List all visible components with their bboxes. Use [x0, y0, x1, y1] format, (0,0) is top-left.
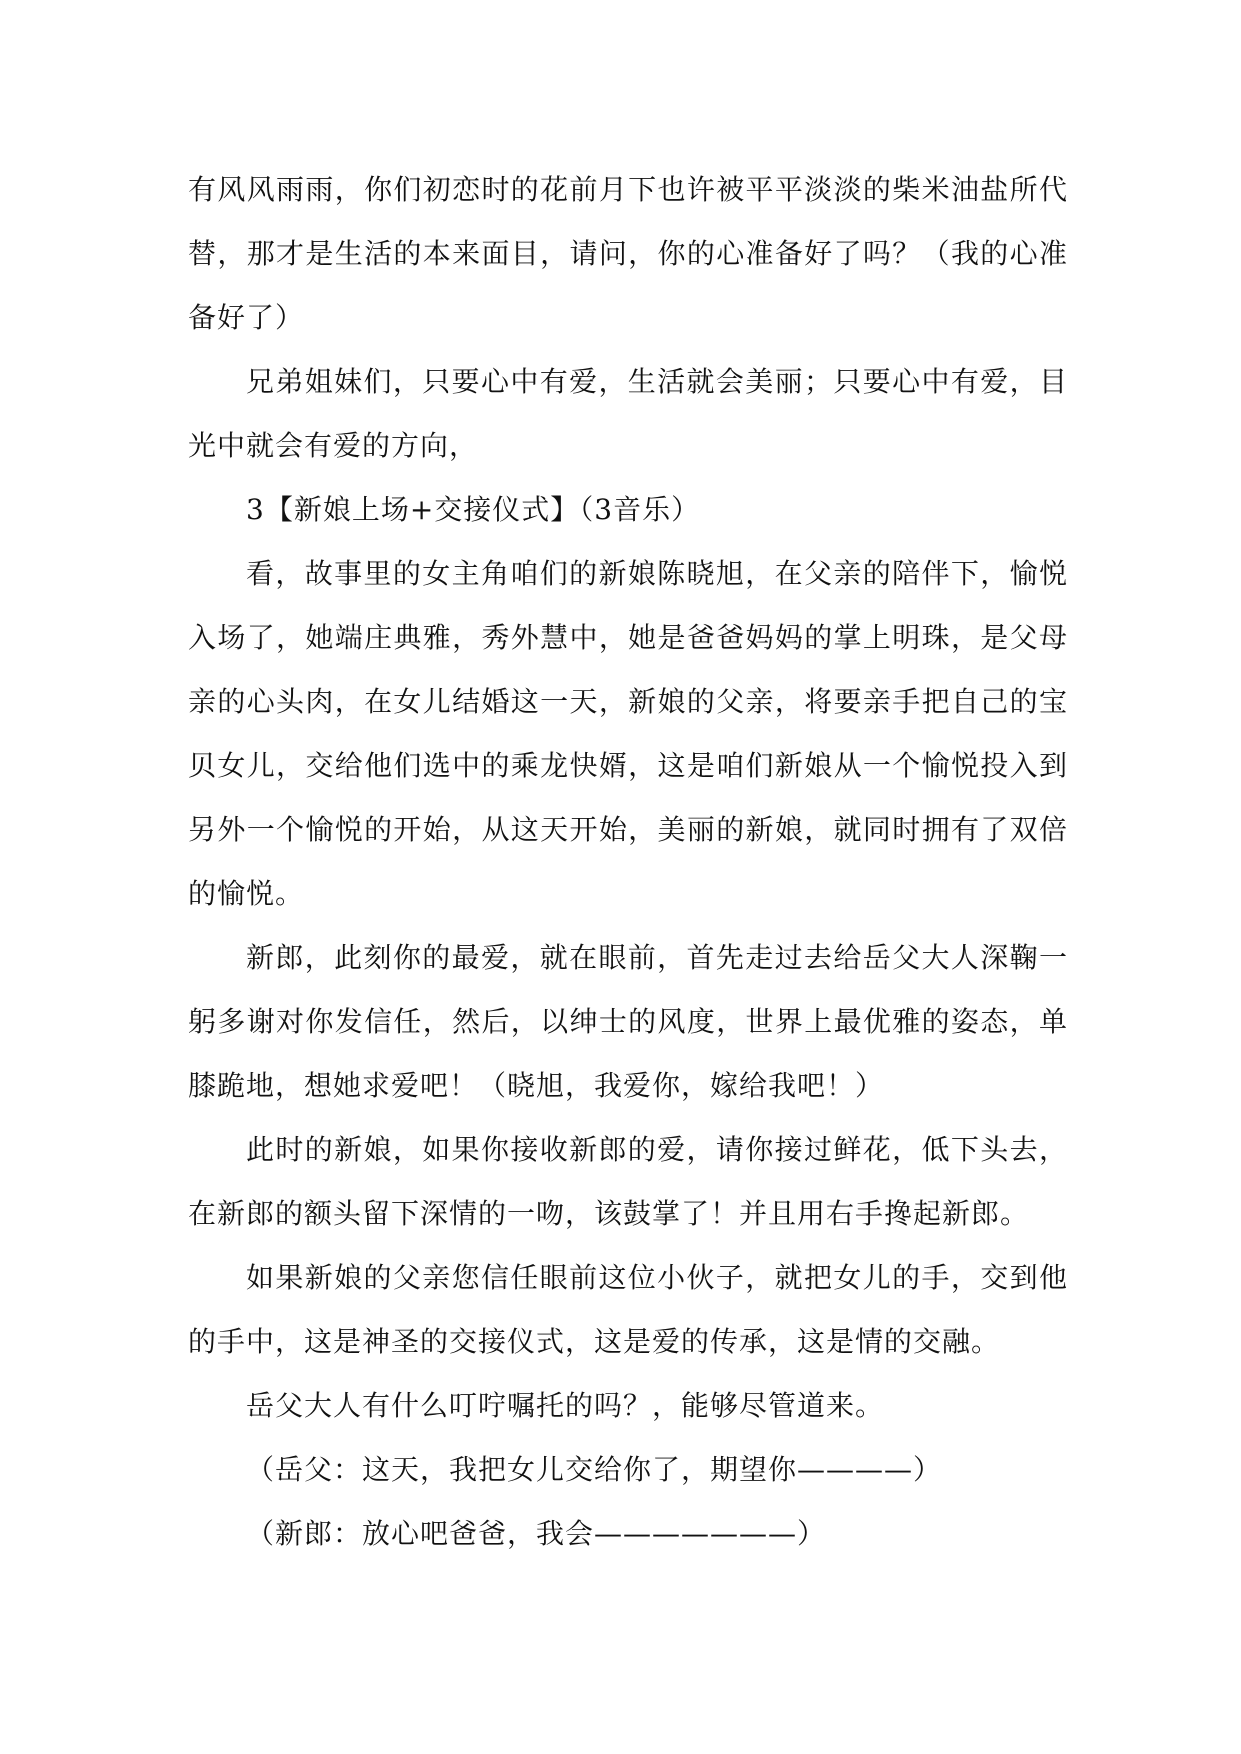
paragraph: 岳父大人有什么叮咛嘱托的吗？，能够尽管道来。 [246, 1389, 885, 1422]
dialogue-line: （新郎：放心吧爸爸，我会———————） [246, 1517, 827, 1550]
paragraph: 看，故事里的女主角咱们的新娘陈晓旭，在父亲的陪伴下，愉悦入场了，她端庄典雅，秀外慧中，她是爸爸妈妈的掌上明珠，是父母亲的心头肉，在女儿结婚这一天，新娘的父亲，将要亲手把自己的宝贝女儿，交给他们选中的乘龙快婿，这是咱们新娘从一个愉悦投入到另外一个愉悦的开始，从这天开始，美丽的新娘，就同时拥有了双倍的愉悦。 [188, 557, 1068, 910]
dialogue-line: （岳父：这天，我把女儿交给你了，期望你————） [246, 1453, 943, 1486]
document-body [188, 158, 1068, 1566]
paragraph: 如果新娘的父亲您信任眼前这位小伙子，就把女儿的手，交到他的手中，这是神圣的交接仪式，这是爱的传承，这是情的交融。 [188, 1261, 1068, 1358]
paragraph: 有风风雨雨，你们初恋时的花前月下也许被平平淡淡的柴米油盐所代替，那才是生活的本来面目，请问，你的心准备好了吗？（我的心准备好了） [188, 173, 1068, 334]
paragraph: 此时的新娘，如果你接收新郎的爱，请你接过鲜花，低下头去，在新郎的额头留下深情的一吻，该鼓掌了！并且用右手搀起新郎。 [188, 1133, 1068, 1230]
section-heading: 3【新娘上场+交接仪式】（3音乐） [246, 493, 701, 526]
paragraph: 兄弟姐妹们，只要心中有爱，生活就会美丽；只要心中有爱，目光中就会有爱的方向， [188, 365, 1068, 462]
paragraph: 新郎，此刻你的最爱，就在眼前，首先走过去给岳父大人深鞠一躬多谢对你发信任，然后，以绅士的风度，世界上最优雅的姿态，单膝跪地，想她求爱吧！（晓旭，我爱你，嫁给我吧！） [188, 941, 1068, 1102]
